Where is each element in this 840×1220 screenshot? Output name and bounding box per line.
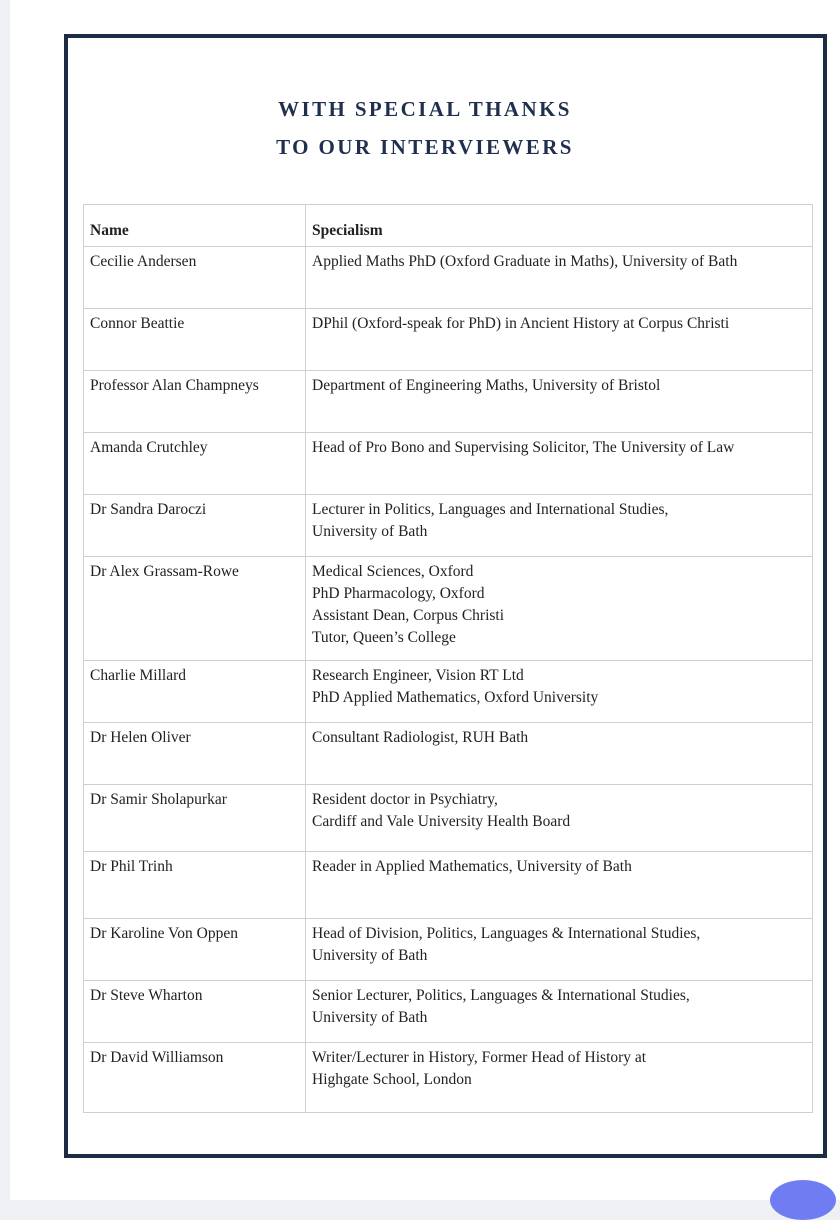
- specialism-line: Senior Lecturer, Politics, Languages & International Studies,: [312, 987, 690, 1004]
- specialism-cell: [306, 309, 813, 371]
- specialism-cell: [306, 981, 813, 1043]
- specialism-line: University of Bath: [312, 523, 428, 540]
- table-row: [84, 309, 813, 371]
- table-header-row: [84, 205, 813, 247]
- interviewer-name-cell: Dr Samir Sholapurkar: [84, 785, 306, 852]
- interviewer-name-cell: Charlie Millard: [84, 661, 306, 723]
- table-row: [84, 1043, 813, 1113]
- interviewers-table: [83, 204, 813, 1113]
- table-row: [84, 919, 813, 981]
- specialism-line: Department of Engineering Maths, University of Bristol: [312, 377, 661, 394]
- specialism-line: Head of Pro Bono and Supervising Solicitor, The University of Law: [312, 439, 735, 456]
- specialism-cell: [306, 661, 813, 723]
- page-title: [10, 90, 840, 166]
- specialism-cell: [306, 433, 813, 495]
- table-row: [84, 495, 813, 557]
- interviewer-name-cell: Dr Alex Grassam-Rowe: [84, 557, 306, 661]
- header-specialism: Specialism: [306, 205, 813, 247]
- interviewer-name-cell: Dr Helen Oliver: [84, 723, 306, 785]
- interviewer-name-cell: Dr David Williamson: [84, 1043, 306, 1113]
- specialism-cell: [306, 1043, 813, 1113]
- specialism-cell: [306, 785, 813, 852]
- specialism-line: PhD Applied Mathematics, Oxford University: [312, 689, 599, 706]
- table-row: [84, 433, 813, 495]
- specialism-line: University of Bath: [312, 947, 428, 964]
- specialism-line: Highgate School, London: [312, 1071, 472, 1088]
- specialism-cell: [306, 495, 813, 557]
- specialism-cell: [306, 247, 813, 309]
- specialism-line: Resident doctor in Psychiatry,: [312, 791, 498, 808]
- specialism-line: Writer/Lecturer in History, Former Head of History at: [312, 1049, 647, 1066]
- interviewer-name-cell: Amanda Crutchley: [84, 433, 306, 495]
- specialism-cell: [306, 852, 813, 919]
- title-line-2: TO OUR INTERVIEWERS: [276, 135, 574, 159]
- table-row: [84, 785, 813, 852]
- interviewer-name-cell: Cecilie Andersen: [84, 247, 306, 309]
- specialism-line: Tutor, Queen’s College: [312, 629, 456, 646]
- specialism-line: Applied Maths PhD (Oxford Graduate in Maths), University of Bath: [312, 253, 738, 270]
- specialism-line: Research Engineer, Vision RT Ltd: [312, 667, 524, 684]
- interviewer-name-cell: Dr Steve Wharton: [84, 981, 306, 1043]
- title-line-1: WITH SPECIAL THANKS: [278, 97, 572, 121]
- specialism-line: PhD Pharmacology, Oxford: [312, 585, 485, 602]
- specialism-line: Medical Sciences, Oxford: [312, 563, 474, 580]
- specialism-line: Consultant Radiologist, RUH Bath: [312, 729, 529, 746]
- interviewer-name-cell: Connor Beattie: [84, 309, 306, 371]
- interviewer-name-cell: Professor Alan Champneys: [84, 371, 306, 433]
- specialism-cell: [306, 371, 813, 433]
- document-page: [10, 0, 840, 1200]
- specialism-line: Assistant Dean, Corpus Christi: [312, 607, 505, 624]
- table-row: [84, 852, 813, 919]
- specialism-line: Reader in Applied Mathematics, University of Bath: [312, 858, 632, 875]
- specialism-line: Cardiff and Vale University Health Board: [312, 813, 571, 830]
- table-row: [84, 371, 813, 433]
- specialism-line: Lecturer in Politics, Languages and International Studies,: [312, 501, 669, 518]
- table-row: [84, 981, 813, 1043]
- specialism-line: DPhil (Oxford-speak for PhD) in Ancient History at Corpus Christi: [312, 315, 730, 332]
- header-name: Name: [84, 205, 306, 247]
- specialism-cell: [306, 557, 813, 661]
- interviewer-name-cell: Dr Phil Trinh: [84, 852, 306, 919]
- specialism-line: University of Bath: [312, 1009, 428, 1026]
- table-row: [84, 723, 813, 785]
- specialism-cell: [306, 723, 813, 785]
- specialism-cell: [306, 919, 813, 981]
- table-row: [84, 247, 813, 309]
- specialism-line: Head of Division, Politics, Languages & International Studies,: [312, 925, 701, 942]
- table-row: [84, 557, 813, 661]
- interviewer-name-cell: Dr Karoline Von Oppen: [84, 919, 306, 981]
- table-row: [84, 661, 813, 723]
- interviewer-name-cell: Dr Sandra Daroczi: [84, 495, 306, 557]
- floating-action-button[interactable]: [770, 1180, 836, 1220]
